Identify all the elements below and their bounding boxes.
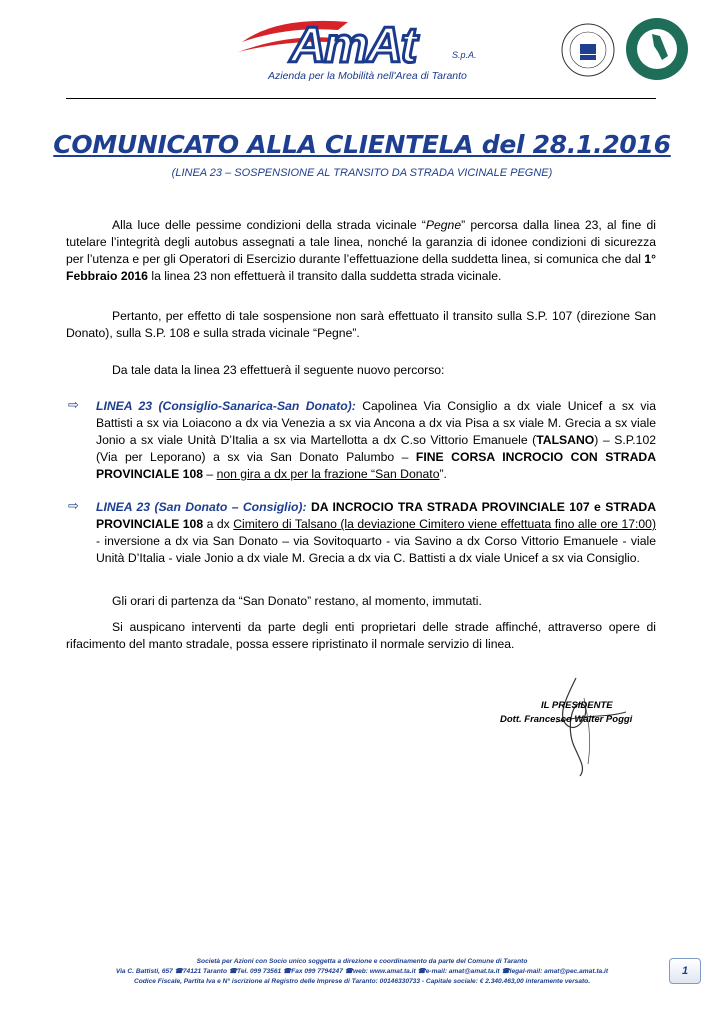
arrow-right-icon: ⇨	[68, 498, 79, 513]
paragraph-1: Alla luce delle pessime condizioni della strada vicinale “Pegne” percorsa dalla linea 23, al fine di tutelare l’integrità degli autobus assegnati a tale linea, nonché la garanzia di idonee condizioni di sicurezza per l’utenza e per gli Operatori di Esercizio durante l’effettuazione della suddetta linea, si comunica che dal 1° Febbraio 2016 la linea 23 non effettuerà il transito dalla suddetta strada vicinale.	[66, 218, 656, 283]
amat-logo	[238, 12, 458, 74]
quality-certification-seal	[560, 22, 616, 78]
arrow-right-icon: ⇨	[68, 397, 79, 412]
footer-line-1: Società per Azioni con Socio unico soggetta a direzione e coordinamento da parte del Comune di Taranto	[196, 958, 528, 965]
page-title: COMUNICATO ALLA CLIENTELA del 28.1.2016	[53, 130, 671, 159]
header-divider	[66, 98, 656, 99]
paragraph-5: Si auspicano interventi da parte degli enti proprietari delle strade affinché, attraverso opere di rifacimento del manto stradale, possa essere ripristinato il normale servizio di linea.	[66, 620, 656, 651]
page-number: 1	[669, 958, 701, 984]
page-subtitle: (LINEA 23 – SOSPENSIONE AL TRANSITO DA STRADA VICINALE PEGNE)	[171, 167, 553, 179]
logo-subtitle: Azienda per la Mobilità nell'Area di Taranto	[268, 70, 467, 82]
footer-line-3: Codice Fiscale, Partita Iva e N° iscrizione al Registro delle Imprese di Taranto: 00146330733 - Capitale sociale: € 2.340.463,00 interamente versato.	[133, 978, 591, 985]
logo-text: AmAt	[290, 17, 416, 73]
signature-role: IL PRESIDENTE	[541, 700, 613, 711]
accredia-seal	[624, 16, 690, 82]
paragraph-4: Gli orari di partenza da “San Donato” restano, al momento, immutati.	[112, 594, 482, 608]
logo-spa: S.p.A.	[452, 50, 477, 60]
footer-line-2: Via C. Battisti, 657 ☎74121 Taranto ☎Tel. 099 73561 ☎Fax 099 7794247 ☎web: www.amat.ta.it ☎e-mail: amat@amat.ta.it ☎legal-mail: amat@pec.amat.ta.it	[115, 968, 609, 975]
route-linea-23-outbound: LINEA 23 (Consiglio-Sanarica-San Donato): Capolinea Via Consiglio a dx viale Unicef a sx via Battisti a sx via Loiacono a dx via Venezia a sx via Ancona a dx via Pisa a sx viale M. Grecia a sx viale Jonio a sx viale Unità D’Italia a sx via Martellotta a dx C.so Vittorio Emanuele (TALSANO) – S.P.102 (Via per Leporano) a sx via San Donato Palumbo – FINE CORSA INCROCIO CON STRADA PROVINCIALE 108 – non gira a dx per la frazione “San Donato”.	[96, 399, 657, 481]
paragraph-3: Da tale data la linea 23 effettuerà il seguente nuovo percorso:	[112, 363, 445, 377]
paragraph-2: Pertanto, per effetto di tale sospensione non sarà effettuato il transito sulla S.P. 107 (direzione San Donato), sulla S.P. 108 e sulla strada vicinale “Pegne”.	[66, 309, 656, 340]
route-linea-23-return: LINEA 23 (San Donato – Consiglio): DA INCROCIO TRA STRADA PROVINCIALE 107 e STRADA PROVINCIALE 108 a dx Cimitero di Talsano (la deviazione Cimitero viene effettuata fino alle ore 17:00) - inversione a dx via San Donato – via Sovitoquarto - via Savino a dx Corso Vittorio Emanuele - viale Unità D’Italia - viale Jonio a dx viale M. Grecia a dx via C. Battisti a dx viale Unicef a sx via Consiglio.	[96, 500, 657, 565]
signature-name: Dott. Francesco Walter Poggi	[500, 714, 633, 725]
